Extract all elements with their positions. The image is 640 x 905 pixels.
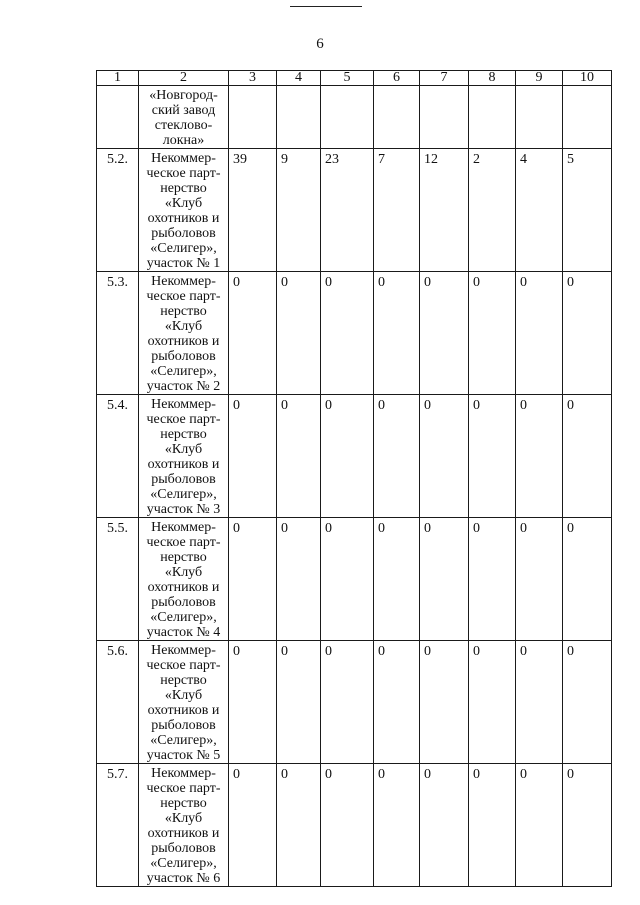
value-cell: 0 [420, 764, 469, 887]
value-cell: 0 [321, 518, 374, 641]
value-cell [420, 86, 469, 149]
value-cell: 39 [229, 149, 277, 272]
value-cell: 0 [516, 641, 563, 764]
header-cell: 4 [277, 71, 321, 86]
header-cell: 8 [469, 71, 516, 86]
value-cell: 0 [277, 641, 321, 764]
value-cell [277, 86, 321, 149]
table-row [97, 518, 612, 641]
value-cell: 0 [321, 641, 374, 764]
organization-name-cell: Некоммер- ческое парт- нерство «Клуб охотников и рыболовов «Селигер», участок № 4 [139, 518, 229, 641]
value-cell: 0 [420, 641, 469, 764]
value-cell: 0 [321, 272, 374, 395]
value-cell: 0 [277, 764, 321, 887]
organization-name-cell: Некоммер- ческое парт- нерство «Клуб охотников и рыболовов «Селигер», участок № 5 [139, 641, 229, 764]
value-cell: 0 [321, 764, 374, 887]
page-number: 6 [316, 36, 324, 52]
value-cell: 0 [229, 395, 277, 518]
value-cell: 5 [563, 149, 612, 272]
row-number-cell: 5.3. [97, 272, 139, 395]
value-cell [229, 86, 277, 149]
value-cell: 0 [229, 272, 277, 395]
header-cell: 7 [420, 71, 469, 86]
row-number-cell: 5.2. [97, 149, 139, 272]
value-cell: 0 [229, 641, 277, 764]
value-cell: 0 [516, 272, 563, 395]
organization-name-cell: Некоммер- ческое парт- нерство «Клуб охотников и рыболовов «Селигер», участок № 2 [139, 272, 229, 395]
value-cell: 0 [374, 272, 420, 395]
header-cell: 6 [374, 71, 420, 86]
value-cell: 0 [420, 272, 469, 395]
value-cell: 0 [563, 395, 612, 518]
table-row [97, 395, 612, 518]
table-row [97, 641, 612, 764]
value-cell: 0 [374, 641, 420, 764]
header-cell: 2 [139, 71, 229, 86]
table-row [97, 764, 612, 887]
table-body [97, 71, 612, 887]
header-cell: 1 [97, 71, 139, 86]
value-cell: 7 [374, 149, 420, 272]
row-number-cell [97, 86, 139, 149]
header-cell: 10 [563, 71, 612, 86]
table-row [97, 149, 612, 272]
value-cell: 0 [516, 395, 563, 518]
value-cell: 0 [563, 518, 612, 641]
value-cell: 0 [420, 518, 469, 641]
value-cell: 0 [469, 272, 516, 395]
value-cell: 0 [374, 518, 420, 641]
row-number-cell: 5.6. [97, 641, 139, 764]
value-cell: 0 [469, 764, 516, 887]
value-cell: 0 [469, 641, 516, 764]
value-cell [321, 86, 374, 149]
value-cell: 12 [420, 149, 469, 272]
header-cell: 3 [229, 71, 277, 86]
value-cell: 0 [277, 518, 321, 641]
header-cell: 9 [516, 71, 563, 86]
organization-name-cell: Некоммер- ческое парт- нерство «Клуб охотников и рыболовов «Селигер», участок № 1 [139, 149, 229, 272]
value-cell: 4 [516, 149, 563, 272]
row-number-cell: 5.7. [97, 764, 139, 887]
organization-name-cell: Некоммер- ческое парт- нерство «Клуб охотников и рыболовов «Селигер», участок № 6 [139, 764, 229, 887]
value-cell: 2 [469, 149, 516, 272]
value-cell: 0 [277, 272, 321, 395]
row-number-cell: 5.4. [97, 395, 139, 518]
value-cell: 0 [374, 395, 420, 518]
value-cell: 0 [469, 518, 516, 641]
value-cell: 0 [321, 395, 374, 518]
value-cell: 0 [563, 764, 612, 887]
value-cell: 0 [420, 395, 469, 518]
value-cell: 9 [277, 149, 321, 272]
value-cell [563, 86, 612, 149]
value-cell: 0 [469, 395, 516, 518]
value-cell: 0 [516, 764, 563, 887]
row-number-cell: 5.5. [97, 518, 139, 641]
value-cell: 0 [563, 272, 612, 395]
value-cell: 0 [563, 641, 612, 764]
value-cell [374, 86, 420, 149]
value-cell: 0 [516, 518, 563, 641]
table-header-row [97, 71, 612, 86]
value-cell: 0 [277, 395, 321, 518]
value-cell: 23 [321, 149, 374, 272]
value-cell [516, 86, 563, 149]
data-table [96, 70, 612, 887]
organization-name-cell: «Новгород- ский завод стеклово- локна» [139, 86, 229, 149]
organization-name-cell: Некоммер- ческое парт- нерство «Клуб охотников и рыболовов «Селигер», участок № 3 [139, 395, 229, 518]
value-cell: 0 [229, 764, 277, 887]
value-cell: 0 [374, 764, 420, 887]
value-cell: 0 [229, 518, 277, 641]
top-rule [290, 6, 362, 7]
table-row [97, 86, 612, 149]
header-cell: 5 [321, 71, 374, 86]
value-cell [469, 86, 516, 149]
table-row [97, 272, 612, 395]
